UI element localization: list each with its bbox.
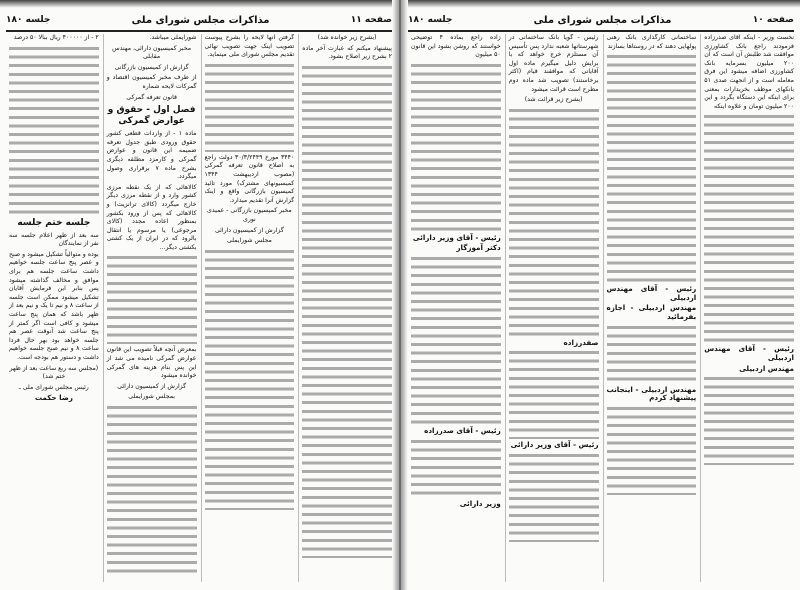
section-heading: فصل اول - حقوق و عوارض گمرکی <box>107 105 196 127</box>
paragraph: ماده ۱ - از واردات قطعی کشور حقوق ورودی طبق جدول تعرفه ضمیمه این قانون و عوارض گمرکی و کارمزد مطلقه دیگری بشرح ماده ۷ برقراری وصول میگردد. <box>106 130 197 181</box>
column-4 <box>6 34 99 582</box>
text-block <box>509 107 599 337</box>
signature: مخبر کمیسیون بازرگانی - عمیدی نوری <box>207 207 292 223</box>
column-3 <box>505 34 599 582</box>
text-columns <box>408 34 794 582</box>
page-number: صفحه ۱۰ <box>752 15 794 25</box>
column-3 <box>103 34 197 582</box>
text-block <box>509 349 599 439</box>
text-block <box>302 64 392 294</box>
scan-shadow <box>0 0 398 8</box>
speaker: رئیس - آقای مهندس اردبیلی <box>606 284 697 302</box>
paragraph: کالاهائی که از یک نقطه مرزی کشور وارد و از نقطه مرزی دیگر خارج میگردد (کالای ترانزیت) و کالاهائی که پس از ورود بکشور بمنظور اعاده مجدد (کالای مرجوعی) یا مرسوم یا انتقال بالرود که در ایران از یک کشتی بکشتی دیگر... <box>106 183 197 251</box>
header-rule <box>408 30 794 32</box>
page-number: صفحه ۱۱ <box>350 15 392 25</box>
page-header <box>408 12 794 28</box>
section-heading: جلسه ختم جلسه <box>17 217 91 228</box>
running-title: مذاکرات مجلس شورای ملی <box>131 14 270 26</box>
subheading: بمجلس شورایملی <box>128 393 176 401</box>
paragraph: سه بعد از ظهر اعلام جلسه سه نفر از نمایندگان <box>9 231 99 248</box>
subheading: گزارش از کمیسیون دارائی <box>214 226 284 234</box>
paragraph: ۲ - از ۴۰۰۰۰۰ ریال ببالا ۵۰ درصد <box>13 34 99 41</box>
text-block <box>704 113 794 343</box>
text-block <box>205 420 295 510</box>
text-block <box>607 324 697 384</box>
paragraph: رئیس - گویا بانک ساختمانی در شهرستانها شعبه ندارد پس تأسیس آن مستلزم خرج خواهد که با برایش دلیل میگیرم ماده اول آقایانی که موافقند قیام (اکثر برخاستند) تصویب شد ماده دوم مطرح است قرائت میشود <box>508 34 599 93</box>
paragraph: نخست وزیر - اینکه آقای صدرزاده فرمودند راجع بانک کشاورزی موافقت شد طلبش آن است که آن ۲۰۰ میلیون بسرمایه بانک کشاورزی اضافه میشود این فرق معامله است و از انجهت صدی ۵۱ بانکهای موظف بخریدارات بمعنی برای اینکه این دستگاه بگردد و این ۲۰۰ میلیون تومان و علاوه اینکه <box>704 34 794 110</box>
text-block <box>411 255 501 425</box>
session-number: جلسه ۱۸۰ <box>6 15 51 25</box>
text-block <box>411 438 501 498</box>
speaker: مهندس اردبیلی - اجازه بفرمائید <box>606 303 697 321</box>
speaker: مهندس اردبیلی - اینجانب پیشنهاد کردم <box>606 384 697 403</box>
column-2 <box>603 34 697 582</box>
column-1 <box>298 34 392 582</box>
text-block <box>107 404 197 574</box>
speaker: رئیس - آقای وزیر دارائی <box>510 440 599 450</box>
book-gutter <box>392 0 408 590</box>
text-block <box>107 254 197 344</box>
text-block <box>9 45 99 215</box>
paragraph: شورایملی میباشد. <box>149 34 197 41</box>
paragraph: (بشرح زیر قرائت شد) <box>524 96 583 104</box>
paragraph: (مجلس سه ربع ساعت بعد از ظهر ختم شد) <box>9 364 99 381</box>
right-page <box>402 0 800 590</box>
paragraph: پیشنهاد میکنم که عبارت آخر ماده ۲ بشرح زیر اصلاح بشود. <box>302 44 392 61</box>
paragraph: گرفتن آنها لایحه را بشرح پیوست تصویب اینک جهت تصویب نهائی تقدیم مجلس شورای ملی مینماید. <box>204 34 295 59</box>
subheading: گزارش از کمیسیون بازرگانی <box>114 63 189 71</box>
speaker: صفدرزاده <box>563 337 599 347</box>
text-columns <box>6 34 392 582</box>
signature: رضا حکمت <box>34 393 73 403</box>
paragraph: از طرف مخبر کمیسیون اقتصاد و گمرکات لایحه شماره <box>106 74 197 90</box>
speaker: رئیس - آقای مهندس اردبیلی <box>704 344 794 362</box>
speaker: وزیر دارائی <box>459 498 501 508</box>
text-block <box>205 248 295 418</box>
column-4 <box>408 34 501 582</box>
text-block <box>302 296 392 466</box>
speaker: رئیس - آقای وزیر دارائی <box>412 232 501 242</box>
signature-title: رئیس مجلس شورای ملی ـ <box>18 383 89 391</box>
paragraph: ساختمانی کارگذاری بانک رهنی پولهایی دهند که در روستاها بسازند <box>606 34 697 50</box>
paragraph: زاده راجع بماده ۴ توضیحی خواستند که روشن بشود این قانون ۵۰ میلیون <box>411 34 501 59</box>
text-block <box>607 53 697 283</box>
text-block <box>302 468 392 558</box>
subheading: مجلس شورایملی <box>226 237 272 245</box>
page-header <box>6 12 392 28</box>
text-block <box>411 62 501 232</box>
paragraph: بمعرض آنچه قبلاً تصویب این قانون عوارض گمرکی نامیده می شد از این پس بنام هزینه های گمرکی خوانده میشود <box>106 346 197 380</box>
text-block <box>607 405 697 495</box>
paragraph: بوده و متوالیاً تشکیل میشود و صبح و عصر پنج ساعت جلسه خواهیم داشت ساعت جلسه هم برای موافق و مخالف گذاشته میشود پس بنابر این فرمایش آقایان تشکیل میشود ممکن است جلسه از ساعت ۸ و نیم تا یک و نیم بعد از ظهر باشد که همان پنج ساعت میشود و کافی است اگر کمتر از پنج ساعت شد آنوقت عصر هم جلسه خواهد بود بهر حال فردا ساعت ۸ و نیم صبح جلسه خواهیم داشت و دستور هم بودجه است. <box>9 250 99 361</box>
paragraph: ۳۴۴۰ مورخ ۳۰/۳/۲۴۴۹ دولت راجع به اصلاح قانون تعرفه گمرکی (مصوب اردیبهشت ۱۳۴۴ کمیسیونهای مشترک) مورد تائید کمیسیون بازرگانی واقع و اینک گزارش آنرا تقدیم میدارد. <box>204 153 295 204</box>
paragraph: (بشرح زیر خوانده شد) <box>317 34 377 41</box>
scan-shadow <box>402 0 800 8</box>
left-page <box>0 0 398 590</box>
text-block <box>509 452 599 542</box>
text-block <box>205 62 295 152</box>
subheading: گزارش از کمیسیون دارائی <box>117 382 187 390</box>
speaker: دکتر آموزگار <box>456 243 501 253</box>
header-rule <box>6 30 392 32</box>
column-1 <box>700 34 794 582</box>
speaker: مهندس اردبیلی <box>739 363 794 373</box>
column-2 <box>201 34 295 582</box>
running-title: مذاکرات مجلس شورای ملی <box>533 14 672 26</box>
signature: مخبر کمیسیون دارائی، مهندس مقابلی <box>112 44 192 61</box>
speaker: رئیس - آقای صدرزاده <box>424 425 501 435</box>
text-block <box>704 375 794 465</box>
subheading: قانون تعرفه گمرکی <box>126 93 177 101</box>
session-number: جلسه ۱۸۰ <box>408 15 453 25</box>
